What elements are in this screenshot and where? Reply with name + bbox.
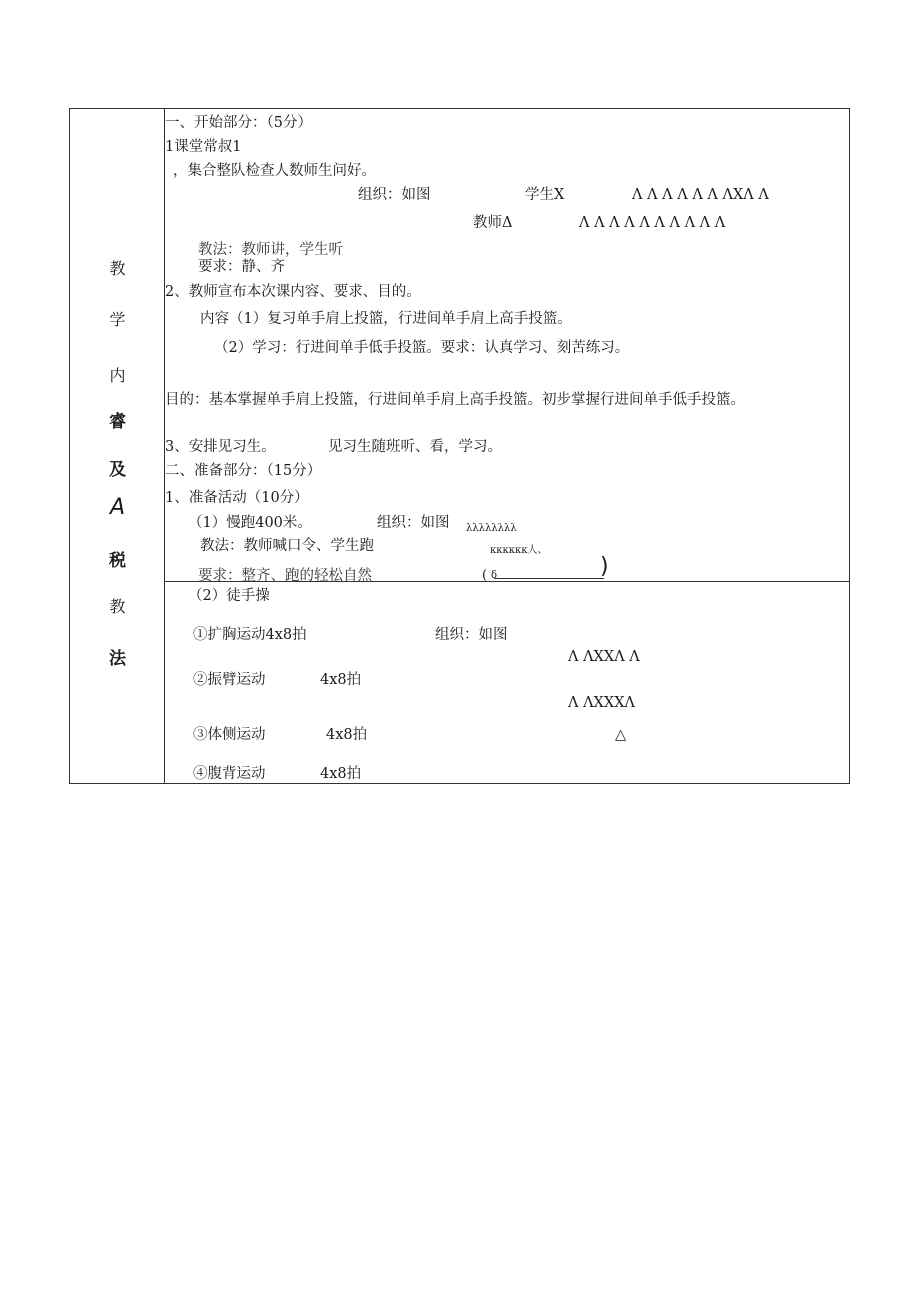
section2-paren-close: ) xyxy=(600,554,609,579)
section1-cut-text: 教法：教师讲，学生听 xyxy=(198,242,343,258)
section3-ex3-count: 4x8拍 xyxy=(326,727,368,743)
section2-paren-mark: δ xyxy=(491,570,498,581)
section3-ex1: ①扩胸运动4x8拍 xyxy=(193,627,307,643)
section2-method-formation: κκκκκκ人、 xyxy=(490,545,548,556)
section1-teacher-label: 教师Δ xyxy=(473,215,513,231)
section1-org-label: 组织：如图 xyxy=(358,187,431,203)
section1-item1: 1课堂常叔1 xyxy=(165,139,242,155)
lesson-table xyxy=(69,108,850,784)
section2-title: 二、准备部分：（15分） xyxy=(165,463,322,479)
side-char-1: 教 xyxy=(109,259,126,278)
section1-goal: 目的：基本掌握单手肩上投篮，行进间单手肩上高手投篮。初步掌握行进间单手低手投篮。 xyxy=(165,392,745,408)
side-char-8: 教 xyxy=(109,597,126,616)
section1-formation-row1: Λ Λ Λ Λ Λ Λ ΛXΛ Λ xyxy=(632,187,769,203)
section1-cut-line xyxy=(198,241,398,258)
section2-run-org: 组织：如图 xyxy=(377,515,450,531)
section1-item3: 3、安排见习生。 xyxy=(165,439,276,455)
section1-item1-cont: ，集合整队检查人数师生问好。 xyxy=(173,163,376,179)
section1-requirement: 要求：静、齐 xyxy=(198,259,285,275)
section2-run-formation: λλλλλλλλ xyxy=(466,523,517,534)
section1-content1: 内容（1）复习单手肩上投篮，行进间单手肩上高手投篮。 xyxy=(200,311,572,327)
side-char-9: 法 xyxy=(109,649,126,669)
section1-title: 一、开始部分：（5分） xyxy=(165,115,312,131)
section2-run: （1）慢跑400米。 xyxy=(188,515,312,531)
section3-ex4-count: 4x8拍 xyxy=(320,766,362,782)
side-char-5: 及 xyxy=(109,460,126,480)
section3-formation-row1: Λ ΛXXΛ Λ xyxy=(568,649,640,665)
side-char-7: 税 xyxy=(109,551,126,571)
section1-student-label: 学生X xyxy=(525,187,565,203)
section1-item2: 2、教师宣布本次课内容、要求、目的。 xyxy=(165,284,421,300)
side-char-4: 睿 xyxy=(109,412,126,432)
section1-item3-detail: 见习生随班听、看，学习。 xyxy=(328,439,502,455)
section3-title: （2）徒手操 xyxy=(188,588,270,604)
section2-track-line xyxy=(494,578,604,579)
section3-ex2-count: 4x8拍 xyxy=(320,672,362,688)
section2-method: 教法：教师喊口令、学生跑 xyxy=(200,538,374,554)
section3-formation-row2: Λ ΛXXXΛ xyxy=(568,695,635,711)
side-column xyxy=(70,109,165,783)
section3-ex4-name: ④腹背运动 xyxy=(193,766,266,782)
side-char-2: 学 xyxy=(109,310,126,329)
section-divider xyxy=(165,581,849,582)
section3-ex3-name: ③体侧运动 xyxy=(193,727,266,743)
section2-requirement: 要求：整齐、跑的轻松自然 xyxy=(198,568,372,584)
section1-formation-row2: Λ Λ Λ Λ Λ Λ Λ Λ Λ Λ xyxy=(579,215,726,231)
section3-teacher-mark: △ xyxy=(615,727,627,743)
section3-org: 组织：如图 xyxy=(435,627,508,643)
side-char-3: 内 xyxy=(109,366,126,385)
section2-paren-open: ( xyxy=(482,568,488,583)
section1-content2: （2）学习：行进间单手低手投篮。要求：认真学习、刻苦练习。 xyxy=(214,340,630,356)
section2-item1: 1、准备活动（10分） xyxy=(165,490,309,506)
side-char-6: A xyxy=(109,495,126,520)
section2-cut-line xyxy=(198,564,618,584)
section3-ex2-name: ②振臂运动 xyxy=(193,672,266,688)
